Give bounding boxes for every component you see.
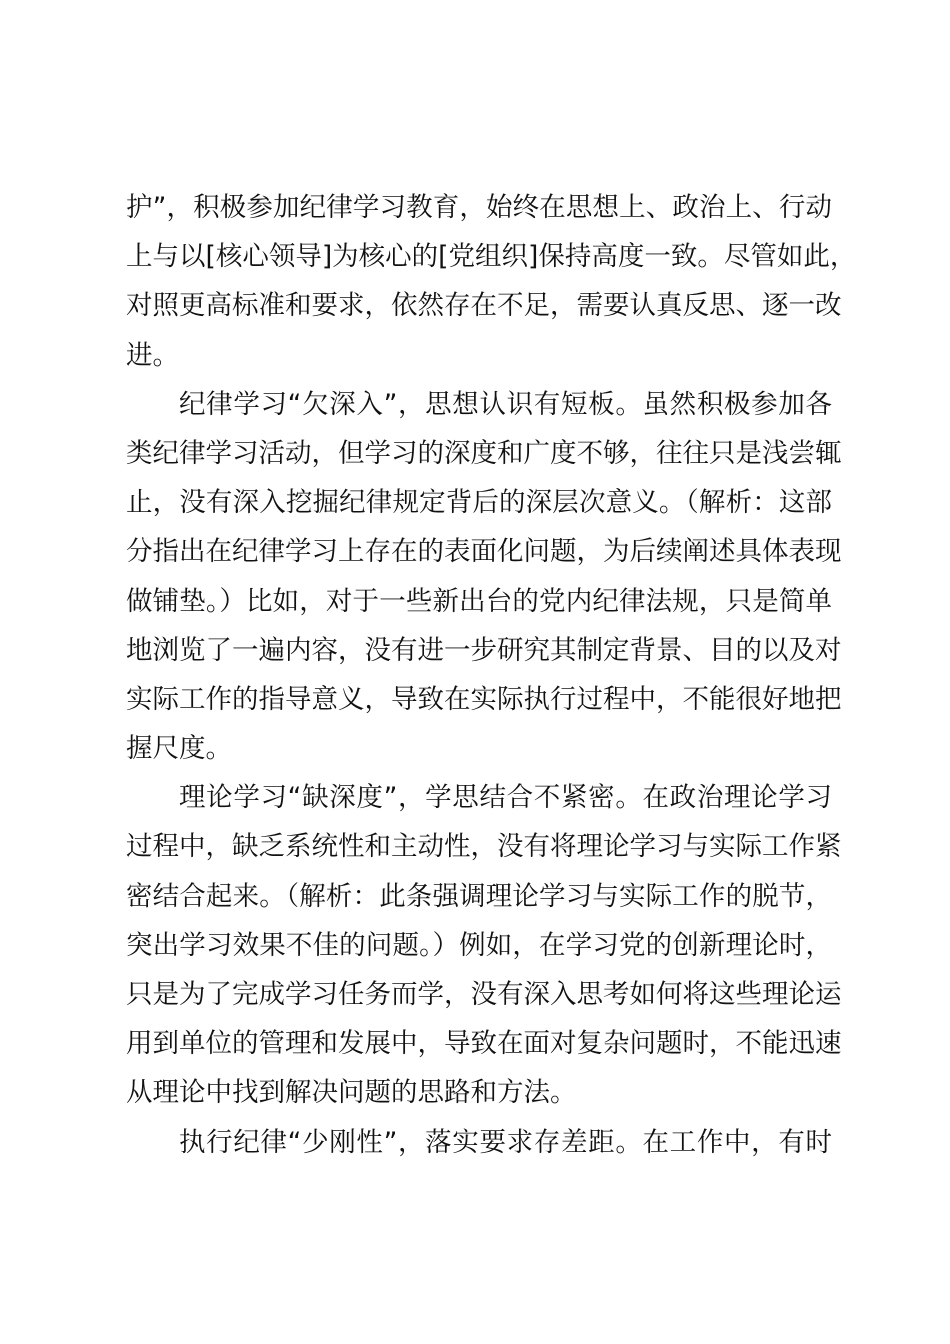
text-line: 护”，积极参加纪律学习教育，始终在思想上、政治上、行动 [126,192,832,223]
paragraph-start-line: 纪律学习“欠深入”，思想认识有短板。虽然积极参加各 [179,388,832,420]
body-text [126,183,857,1167]
text-line: 进。 [126,339,179,371]
text-line: 突出学习效果不佳的问题。）例如，在学习党的创新理论时， [126,929,832,961]
text-line: 只是为了完成学习任务而学，没有深入思考如何将这些理论运 [126,979,842,1010]
text-line: 密结合起来。（解析：此条强调理论学习与实际工作的脱节， [126,880,832,912]
text-line: 实际工作的指导意义，导致在实际执行过程中，不能很好地把 [126,683,842,715]
paragraph-start-line: 执行纪律“少刚性”，落实要求存差距。在工作中，有时 [179,1126,832,1158]
text-line: 类纪律学习活动，但学习的深度和广度不够，往往只是浅尝辄 [126,437,842,469]
text-line: 止，没有深入挖掘纪律规定背后的深层次意义。（解析：这部 [126,487,832,519]
text-line: 上与以[核心领导]为核心的[党组织]保持高度一致。尽管如此， [126,241,857,273]
text-line: 从理论中找到解决问题的思路和方法。 [126,1077,577,1109]
text-line: 握尺度。 [126,733,232,765]
text-line: 过程中，缺乏系统性和主动性，没有将理论学习与实际工作紧 [126,831,842,863]
paragraph-start-line: 理论学习“缺深度”，学思结合不紧密。在政治理论学习 [179,782,832,814]
text-line: 用到单位的管理和发展中，导致在面对复杂问题时，不能迅速 [126,1028,842,1060]
text-line: 地浏览了一遍内容，没有进一步研究其制定背景、目的以及对 [126,634,842,666]
text-line: 分指出在纪律学习上存在的表面化问题，为后续阐述具体表现 [126,536,842,568]
text-line: 做铺垫。）比如，对于一些新出台的党内纪律法规，只是简单 [126,585,832,617]
text-line: 对照更高标准和要求，依然存在不足，需要认真反思、逐一改 [126,290,842,322]
